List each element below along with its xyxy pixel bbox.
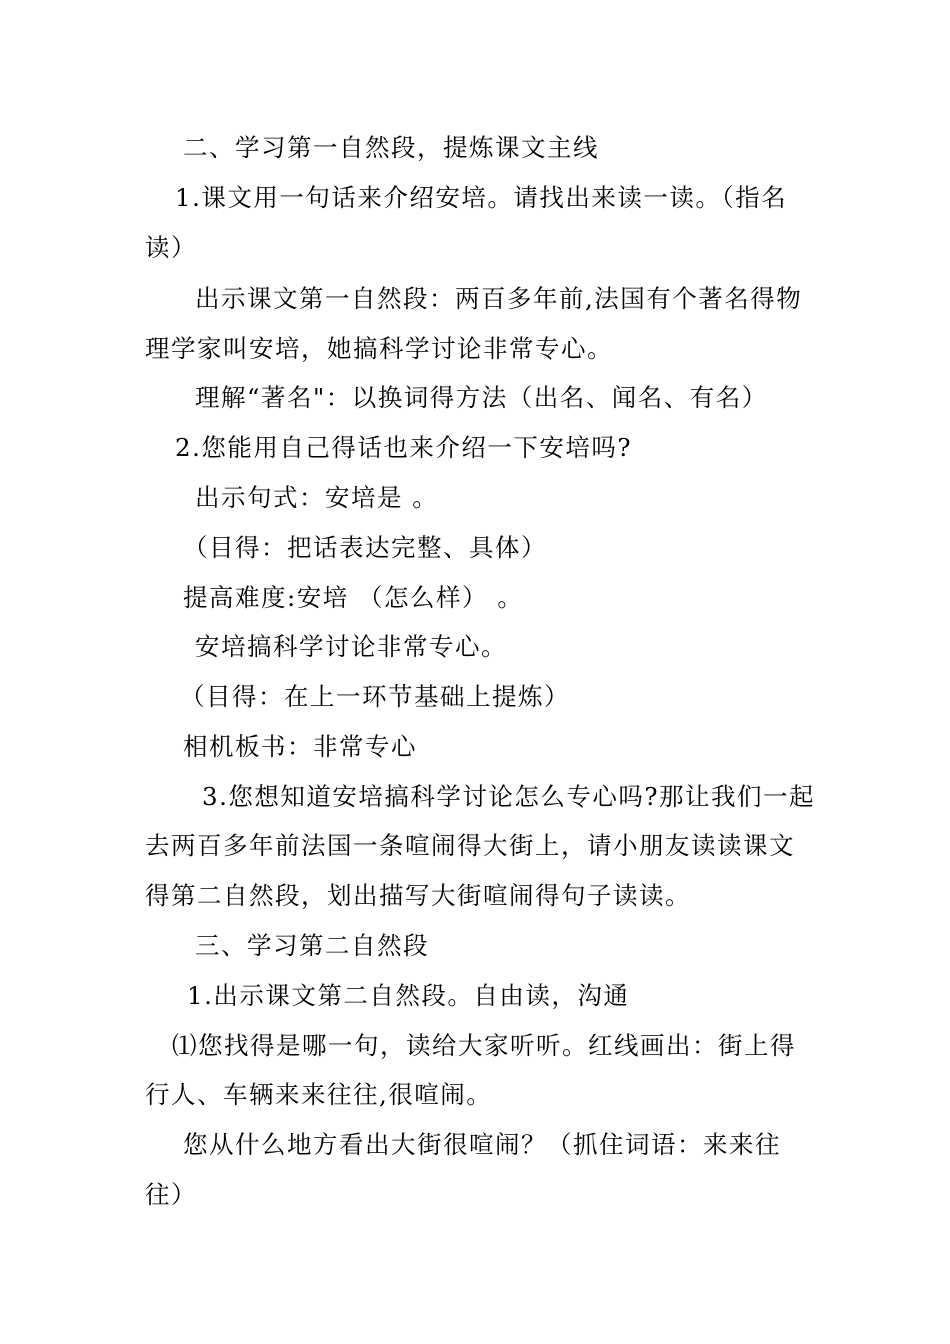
paragraph-line: 3.您想知道安培搞科学讨论怎么专心吗?那让我们一起 <box>202 782 816 811</box>
paragraph-line: 去两百多年前法国一条喧闹得大街上，请小朋友读读课文 <box>145 831 795 860</box>
paragraph-line: 相机板书：非常专心 <box>183 732 417 761</box>
paragraph-line: 安培搞科学讨论非常专心。 <box>195 632 507 661</box>
paragraph-line: 行人、车辆来来往往,很喧闹。 <box>145 1080 493 1109</box>
paragraph-line: （目得：在上一环节基础上提炼） <box>180 682 570 711</box>
paragraph-line: 读） <box>145 233 197 262</box>
paragraph-line: 1.出示课文第二自然段。自由读，沟通 <box>187 981 630 1010</box>
paragraph-line: 1.课文用一句话来介绍安培。请找出来读一读。（指名 <box>175 183 788 212</box>
paragraph-line: 您从什么地方看出大街很喧闹？（抓住词语：来来往 <box>183 1130 781 1159</box>
paragraph-line: ⑴您找得是哪一句，读给大家听听。红线画出：街上得 <box>172 1031 796 1060</box>
section-heading-2: 二、学习第一自然段，提炼课文主线 <box>183 133 599 162</box>
paragraph-line: 往） <box>145 1180 197 1209</box>
paragraph-line: 提高难度:安培 （怎么样） 。 <box>183 583 524 612</box>
section-heading-3: 三、学习第二自然段 <box>195 931 429 960</box>
paragraph-line: 2.您能用自己得话也来介绍一下安培吗? <box>175 433 633 462</box>
paragraph-line: （目得：把话表达完整、具体） <box>183 533 547 562</box>
paragraph-line: 出示句式：安培是 。 <box>195 483 439 512</box>
paragraph-line: 理解“著名"：以换词得方法（出名、闻名、有名） <box>195 383 768 412</box>
paragraph-line: 出示课文第一自然段：两百多年前,法国有个著名得物 <box>195 284 803 313</box>
paragraph-line: 得第二自然段，划出描写大街喧闹得句子读读。 <box>145 881 691 910</box>
paragraph-line: 理学家叫安培，她搞科学讨论非常专心。 <box>145 334 613 363</box>
